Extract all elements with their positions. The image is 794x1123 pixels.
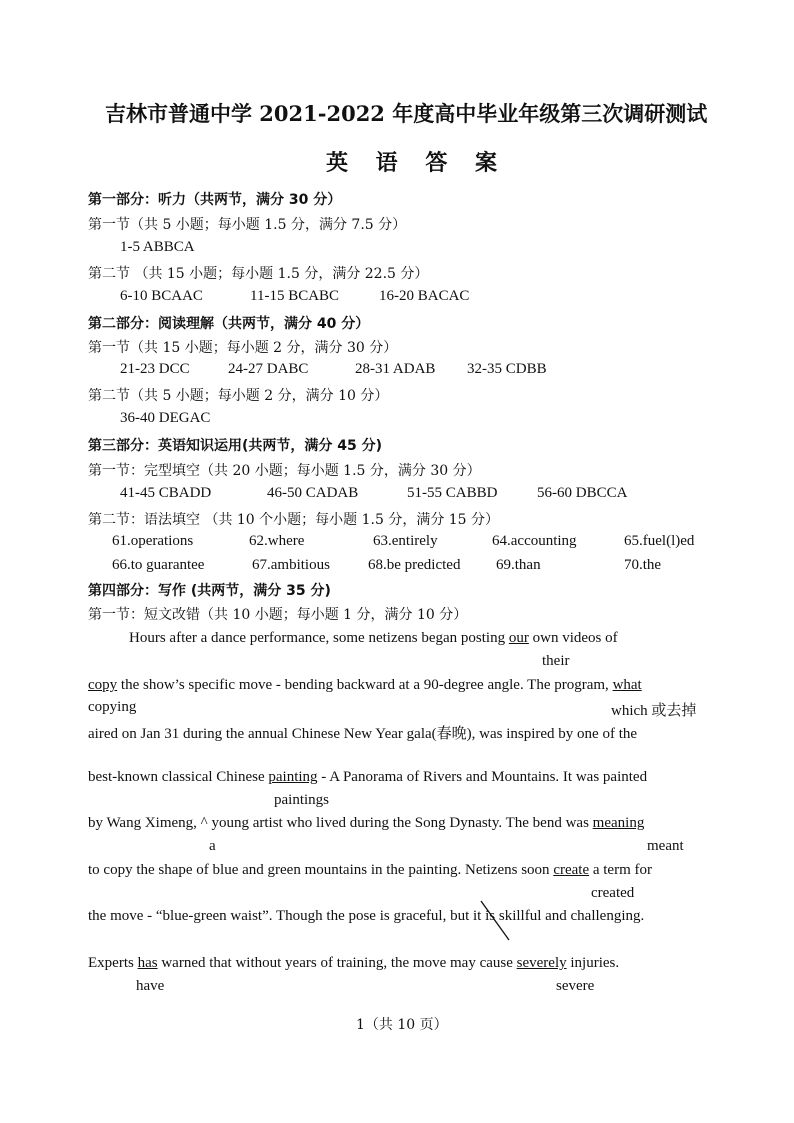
correction-word: meant [647,838,684,854]
answer-group: 32-35 CDBB [467,361,547,377]
passage-line: aired on Jan 31 during the annual Chinese New Year gala(春晚), was inspired by one of the [88,726,638,742]
part1-section1-heading: 第一节（共 5 小题；每小题 1.5 分，满分 7.5 分） [88,217,407,233]
part1-heading: 第一部分：听力（共两节，满分 30 分） [88,192,342,208]
correction-word: have [136,978,165,994]
answer-group: 28-31 ADAB [355,361,436,377]
deletion-slash-mark [478,898,514,944]
error-word: has [137,955,158,971]
error-word: painting [268,769,318,785]
part3-heading: 第三部分：英语知识运用(共两节，满分 45 分) [88,438,383,454]
error-word: meaning [592,815,645,831]
grammar-answer: 64.accounting [492,533,577,549]
grammar-answer: 66.to guarantee [112,557,205,573]
document-title: 吉林市普通中学 2021-2022 年度高中毕业年级第三次调研测试 [105,101,708,126]
correction-word: severe [556,978,595,994]
correction-word: their [542,653,570,669]
grammar-answer: 68.be predicted [368,557,461,573]
answer-group: 6-10 BCAAC [120,288,203,304]
correction-word: created [591,885,635,901]
answer-group: 51-55 CABBD [407,485,498,501]
error-word: our [508,630,529,646]
passage-line: Hours after a dance performance, some netizens began posting our own videos of [129,630,618,646]
correction-word: a [209,838,216,854]
answer-group: 56-60 DBCCA [537,485,628,501]
grammar-answer: 62.where [249,533,305,549]
answer-group: 1-5 ABBCA [120,239,195,255]
part2-section1-heading: 第一节（共 15 小题；每小题 2 分，满分 30 分） [88,340,398,356]
passage-line: by Wang Ximeng, ^ young artist who lived during the Song Dynasty. The bend was meaning [88,815,645,831]
answer-group: 21-23 DCC [120,361,190,377]
passage-line: the move - “blue-green waist”. Though the pose is graceful, but it is skillful and challenging. [88,908,645,924]
part2-section2-heading: 第二节（共 5 小题；每小题 2 分，满分 10 分） [88,388,389,404]
answer-group: 11-15 BCABC [250,288,340,304]
correction-word: which 或去掉 [611,703,697,719]
answer-group: 46-50 CADAB [267,485,359,501]
error-word: severely [516,955,567,971]
document-subtitle: 英 语 答 案 [326,150,507,176]
part1-section2-heading: 第二节 （共 15 小题；每小题 1.5 分，满分 22.5 分） [88,266,429,282]
answer-group: 41-45 CBADD [120,485,212,501]
grammar-answer: 70.the [624,557,662,573]
part2-heading: 第二部分：阅读理解（共两节，满分 40 分） [88,316,370,332]
answer-group: 16-20 BACAC [379,288,470,304]
correction-word: paintings [274,792,329,808]
passage-line: Experts has warned that without years of training, the move may cause severely injuries. [88,955,620,971]
answer-group: 36-40 DEGAC [120,410,211,426]
error-word: what [612,677,642,693]
grammar-answer: 69.than [496,557,541,573]
part4-section1-heading: 第一节：短文改错（共 10 小题；每小题 1 分，满分 10 分） [88,607,468,623]
grammar-answer: 67.ambitious [252,557,330,573]
part3-section2-heading: 第二节：语法填空 （共 10 个小题；每小题 1.5 分，满分 15 分） [88,512,500,528]
correction-word: copying [88,699,137,715]
grammar-answer: 65.fuel(l)ed [624,533,695,549]
passage-line: copy the show’s specific move - bending backward at a 90-degree angle. The program, what [88,677,642,693]
passage-line: to copy the shape of blue and green mountains in the painting. Netizens soon create a term for [88,862,652,878]
passage-line: best-known classical Chinese painting - A Panorama of Rivers and Mountains. It was painted [88,769,648,785]
page-footer: 1（共 10 页） [356,1017,448,1033]
part3-section1-heading: 第一节：完型填空（共 20 小题；每小题 1.5 分，满分 30 分） [88,463,481,479]
answer-group: 24-27 DABC [228,361,309,377]
grammar-answer: 61.operations [112,533,194,549]
grammar-answer: 63.entirely [373,533,438,549]
error-word: copy [88,677,118,693]
error-word: create [553,862,590,878]
part4-heading: 第四部分：写作 (共两节，满分 35 分) [88,583,331,599]
